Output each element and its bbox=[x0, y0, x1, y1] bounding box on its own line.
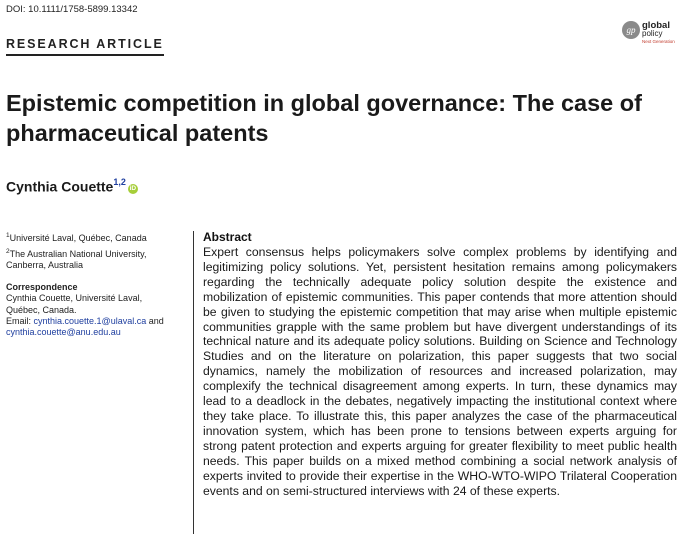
orcid-icon[interactable]: iD bbox=[129, 184, 137, 192]
article-type-label: RESEARCH ARTICLE bbox=[6, 37, 164, 51]
abstract-heading: Abstract bbox=[203, 230, 252, 244]
article-type-underline bbox=[6, 54, 164, 56]
correspondence-line: Cynthia Couette, Université Laval, bbox=[6, 293, 143, 304]
email-link-2[interactable]: cynthia.couette@anu.edu.au bbox=[6, 327, 121, 338]
correspondence-line: Québec, Canada. bbox=[6, 304, 77, 315]
email-link-1[interactable]: cynthia.couette.1@ulaval.ca bbox=[33, 315, 147, 326]
journal-logo[interactable] bbox=[621, 18, 685, 48]
author-affil-marks[interactable]: 1,2 bbox=[113, 177, 126, 187]
logo-tagline: Next Generation bbox=[642, 39, 675, 44]
logo-line1: global bbox=[642, 20, 670, 31]
correspondence-heading: Correspondence bbox=[6, 282, 78, 292]
affiliation-1: $^1$Université Laval, Québec, Canada bbox=[6, 232, 147, 243]
svg-text:gp: gp bbox=[626, 25, 636, 35]
author-name[interactable]: Cynthia Couette bbox=[6, 178, 114, 195]
correspondence: Correspondence Cynthia Couette, Université Laval, Québec, Canada. Email: cynthia.couette.1@ulaval.ca and cynthia.couette@anu.edu.au bbox=[6, 282, 186, 338]
abstract-text: Expert consensus helps policymakers solve complex problems by identifying and legitimizing policy solutions. Yet, persistent hesitation remains among policymakers regarding the technically adequate policy solution despite the existence and mobilization of epistemic communities. This paper contends that more attention should be given to studying the epistemic competition that may arise when multiple epistemic communities grapple with the same problem but have divergent understandings of its technical nature and its adequate policy solutions. Building on Science and Technology Studies and on the literature on polarization, this paper suggests that two social dynamics, namely the mobilization of resources and increased polarization, may complexify the technical disagreement among experts. In turn, these dynamics may lead to a deadlock in the debates, negatively impacting the institutional context where they take place. To illustrate this, this paper analyzes the case of the pharmaceutical innovation system, which has been prone to tensions between experts arguing for strong patent protection and experts arguing for greater flexibility to meet public health needs. This paper builds on a mixed method combining a social network analysis of experts invited to provide their expertise in the WHO-WTO-WIPO Trilateral Cooperation events and on semi-structured interviews with 24 of these experts. bbox=[203, 245, 677, 498]
article-title: Epistemic competition in global governance: The case of pharmaceutical patents bbox=[6, 90, 642, 146]
abstract-divider bbox=[193, 231, 194, 534]
author bbox=[6, 178, 138, 195]
affiliation-2: $^2$The Australian National University, Canberra, Australia bbox=[6, 248, 147, 270]
logo-line2: policy bbox=[642, 29, 663, 38]
doi[interactable]: DOI: 10.1111/1758-5899.13342 bbox=[6, 4, 138, 15]
